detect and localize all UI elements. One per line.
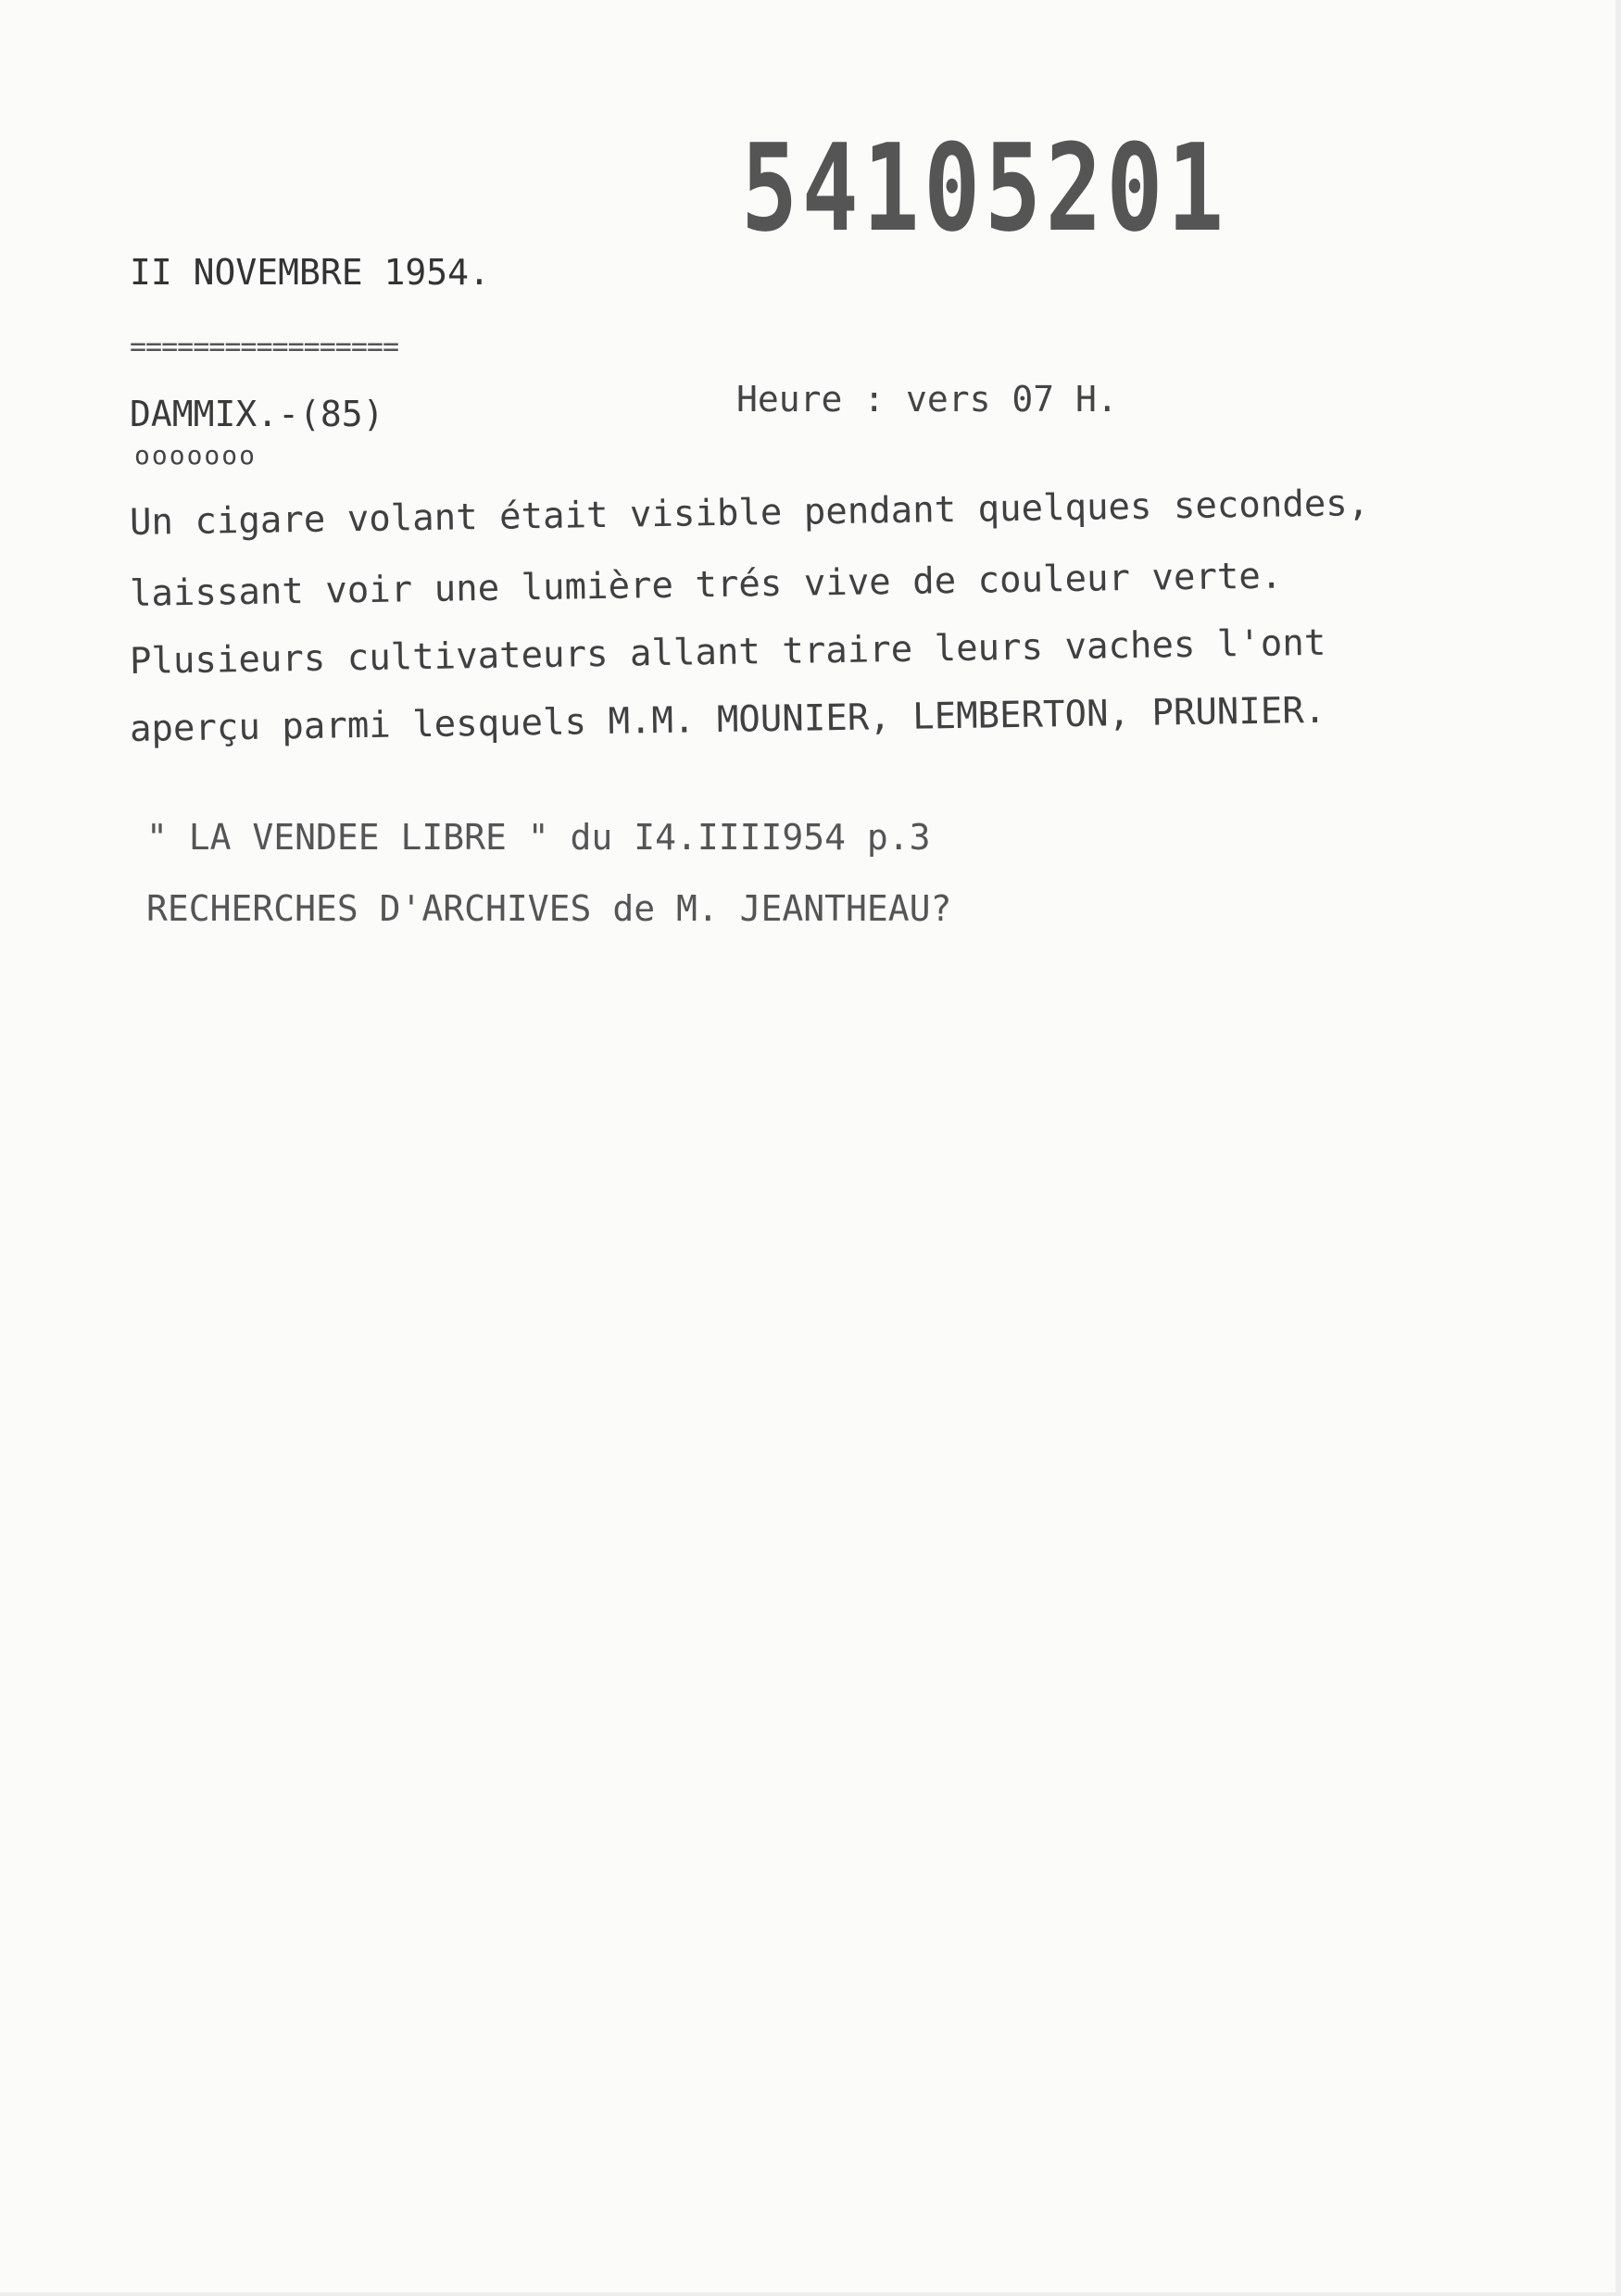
page-edge-right: [1615, 0, 1621, 2296]
reference-number-stamp: 54105201: [741, 118, 1228, 258]
time-of-sighting: Heure : vers 07 H.: [736, 379, 1118, 420]
research-credit: RECHERCHES D'ARCHIVES de M. JEANTHEAU?: [146, 888, 952, 929]
location-underline-circles: ooooooo: [134, 440, 258, 470]
body-line-2: laissant voir une lumière trés vive de couleur verte.: [129, 555, 1283, 615]
body-line-1: Un cigare volant était visible pendant quelques secondes,: [129, 482, 1370, 544]
body-line-3: Plusieurs cultivateurs allant traire leurs vaches l'ont: [129, 621, 1326, 683]
date-underline: =================: [130, 331, 399, 363]
source-citation: " LA VENDEE LIBRE " du I4.IIII954 p.3: [146, 817, 931, 858]
location-heading: DAMMIX.-(85): [130, 394, 384, 434]
body-line-4: aperçu parmi lesquels M.M. MOUNIER, LEMBERTON, PRUNIER.: [129, 689, 1326, 750]
report-date: II NOVEMBRE 1954.: [130, 252, 490, 293]
page-edge-bottom: [0, 2292, 1621, 2296]
